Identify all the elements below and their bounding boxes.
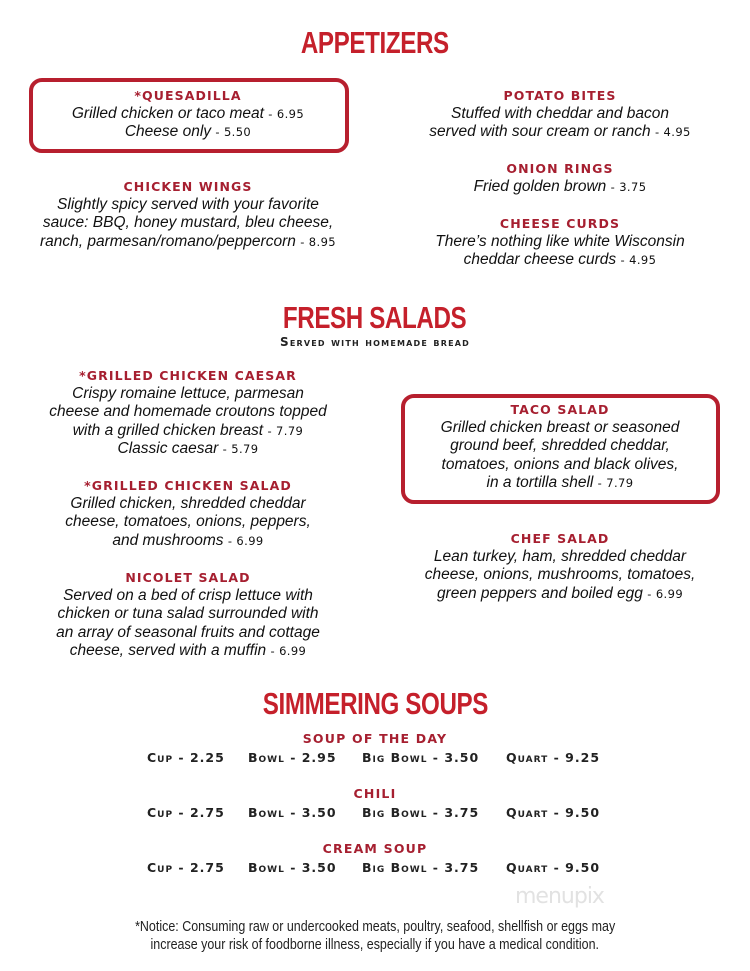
soup-price-row bbox=[0, 805, 750, 823]
item-price: 7.79 bbox=[276, 423, 304, 438]
item-description-line bbox=[3, 214, 373, 232]
item-description-line: cheddar cheese curds - 4.95 bbox=[463, 251, 657, 269]
description-text: in a tortilla shell bbox=[486, 473, 594, 491]
item-description-line bbox=[375, 548, 745, 566]
item-name: CHEESE CURDS bbox=[499, 216, 621, 231]
description-text: Grilled chicken breast or seasoned bbox=[440, 419, 680, 436]
menu-item bbox=[375, 530, 745, 603]
item-price: 5.79 bbox=[231, 441, 259, 456]
description-text: ranch, parmesan/romano/peppercorn bbox=[39, 232, 296, 250]
item-price: 5.50 bbox=[223, 125, 252, 140]
soup-size-price: Bowl - 2.95 bbox=[248, 750, 337, 765]
item-description-line: Classic caesar - 5.79 bbox=[117, 439, 259, 457]
item-description-line bbox=[375, 233, 745, 251]
soup-size-price: Big Bowl - 3.75 bbox=[362, 860, 480, 875]
soup-size-price: Quart - 9.50 bbox=[506, 805, 601, 820]
soup-size-price: Bowl - 3.50 bbox=[248, 860, 337, 875]
item-description-line: with a grilled chicken breast - 7.79 bbox=[72, 421, 304, 439]
description-text: Classic caesar bbox=[117, 439, 219, 457]
item-price: 6.95 bbox=[276, 107, 305, 121]
item-description-line: Fried golden brown - 3.75 bbox=[473, 178, 647, 195]
item-name: *QUESADILLA bbox=[134, 88, 242, 103]
menu-item bbox=[375, 160, 745, 196]
item-name: NICOLET SALAD bbox=[125, 570, 251, 585]
menu-item bbox=[375, 401, 745, 492]
soup-size-price: Cup - 2.25 bbox=[147, 750, 225, 765]
item-name: CHEF SALAD bbox=[510, 531, 610, 546]
soup-price-row bbox=[0, 750, 750, 768]
menu-item bbox=[375, 215, 745, 270]
description-text: Stuffed with cheddar and bacon bbox=[450, 105, 669, 122]
item-description-line: served with sour cream or ranch - 4.95 bbox=[429, 123, 691, 141]
watermark-logo: menupix bbox=[515, 884, 604, 909]
item-price: 3.75 bbox=[619, 180, 647, 194]
description-text: Lean turkey, ham, shredded cheddar bbox=[433, 548, 687, 565]
item-description-line: in a tortilla shell - 7.79 bbox=[486, 473, 634, 491]
item-description-line bbox=[3, 403, 373, 421]
item-description-line bbox=[375, 105, 745, 123]
description-text: cheese, tomatoes, onions, peppers, bbox=[65, 513, 311, 531]
description-text: with a grilled chicken breast bbox=[72, 421, 264, 439]
item-price: 6.99 bbox=[279, 643, 307, 658]
description-text: Fried golden brown bbox=[473, 178, 607, 195]
salads-subtitle: Served with homemade bread bbox=[280, 335, 470, 349]
menu-item bbox=[3, 477, 373, 550]
item-description-line: ranch, parmesan/romano/peppercorn - 8.95 bbox=[39, 232, 337, 250]
description-text: Grilled chicken or taco meat bbox=[71, 105, 264, 122]
description-text: Grilled chicken, shredded cheddar bbox=[70, 495, 306, 512]
soup-name: CHILI bbox=[353, 786, 397, 801]
item-price: 4.95 bbox=[663, 125, 691, 140]
section-title-appetizers: APPETIZERS bbox=[301, 25, 449, 60]
item-description-line bbox=[375, 419, 745, 437]
soup-size-price: Bowl - 3.50 bbox=[248, 805, 337, 820]
menu-item bbox=[3, 178, 373, 251]
description-text: Crispy romaine lettuce, parmesan bbox=[72, 385, 304, 402]
description-text: cheese and homemade croutons topped bbox=[49, 403, 327, 421]
description-text: ground beef, shredded cheddar, bbox=[450, 437, 670, 455]
description-text: Cheese only bbox=[124, 123, 212, 141]
menu-item bbox=[3, 569, 373, 660]
description-text: tomatoes, onions and black olives, bbox=[441, 455, 679, 473]
description-text: an array of seasonal fruits and cottage bbox=[56, 623, 320, 641]
item-name: TACO SALAD bbox=[510, 402, 610, 417]
item-price: 6.99 bbox=[655, 586, 684, 601]
item-description-line bbox=[375, 566, 745, 584]
description-text: Served on a bed of crisp lettuce with bbox=[63, 587, 313, 604]
section-title-salads: FRESH SALADS bbox=[283, 300, 467, 335]
item-price: 7.79 bbox=[606, 475, 634, 490]
item-description-line bbox=[3, 513, 373, 531]
description-text: chicken or tuna salad surrounded with bbox=[57, 605, 319, 623]
notice-line-1: *Notice: Consuming raw or undercooked meats, poultry, seafood, shellfish or eggs may bbox=[134, 919, 616, 935]
soup-size-price: Quart - 9.25 bbox=[506, 750, 601, 765]
item-price: 6.99 bbox=[236, 533, 264, 548]
menu-item bbox=[3, 367, 373, 458]
description-text: sauce: BBQ, honey mustard, bleu cheese, bbox=[42, 214, 334, 232]
item-description-line bbox=[3, 605, 373, 623]
soup-size-price: Quart - 9.50 bbox=[506, 860, 601, 875]
item-name: POTATO BITES bbox=[503, 88, 617, 103]
item-description-line: Cheese only - 5.50 bbox=[124, 123, 252, 141]
description-text: and mushrooms bbox=[112, 531, 224, 549]
description-text: green peppers and boiled egg bbox=[436, 584, 643, 602]
item-name: ONION RINGS bbox=[506, 161, 614, 176]
item-name: *GRILLED CHICKEN CAESAR bbox=[79, 368, 297, 383]
item-description-line: green peppers and boiled egg - 6.99 bbox=[436, 584, 684, 602]
item-description-line bbox=[3, 624, 373, 642]
soup-size-price: Big Bowl - 3.75 bbox=[362, 805, 480, 820]
soup-name: CREAM SOUP bbox=[322, 841, 428, 856]
soup-size-price: Big Bowl - 3.50 bbox=[362, 750, 480, 765]
item-description-line bbox=[375, 437, 745, 455]
item-name: CHICKEN WINGS bbox=[123, 179, 253, 194]
description-text: served with sour cream or ranch bbox=[429, 123, 651, 141]
menu-item bbox=[375, 87, 745, 142]
description-text: cheese, onions, mushrooms, tomatoes, bbox=[424, 566, 696, 584]
item-description-line: Grilled chicken or taco meat - 6.95 bbox=[71, 105, 305, 122]
menu-item bbox=[3, 87, 373, 142]
item-description-line bbox=[3, 495, 373, 513]
item-description-line bbox=[3, 196, 373, 214]
soup-size-price: Cup - 2.75 bbox=[147, 860, 225, 875]
section-title-soups: SIMMERING SOUPS bbox=[262, 686, 488, 721]
item-description-line bbox=[3, 587, 373, 605]
description-text: cheese, served with a muffin bbox=[69, 641, 267, 659]
notice-line-2: increase your risk of foodborne illness, especially if you have a medical condition. bbox=[150, 937, 600, 953]
item-price: 8.95 bbox=[308, 234, 337, 249]
soup-size-price: Cup - 2.75 bbox=[147, 805, 225, 820]
description-text: There’s nothing like white Wisconsin bbox=[435, 233, 685, 250]
item-description-line bbox=[375, 456, 745, 474]
soup-name: SOUP OF THE DAY bbox=[302, 731, 448, 746]
description-text: Slightly spicy served with your favorite bbox=[57, 196, 319, 213]
item-name: *GRILLED CHICKEN SALAD bbox=[84, 478, 292, 493]
item-description-line bbox=[3, 385, 373, 403]
item-description-line: cheese, served with a muffin - 6.99 bbox=[69, 641, 307, 659]
soup-price-row bbox=[0, 860, 750, 878]
item-description-line: and mushrooms - 6.99 bbox=[112, 531, 264, 549]
description-text: cheddar cheese curds bbox=[463, 251, 617, 269]
item-price: 4.95 bbox=[629, 253, 657, 268]
